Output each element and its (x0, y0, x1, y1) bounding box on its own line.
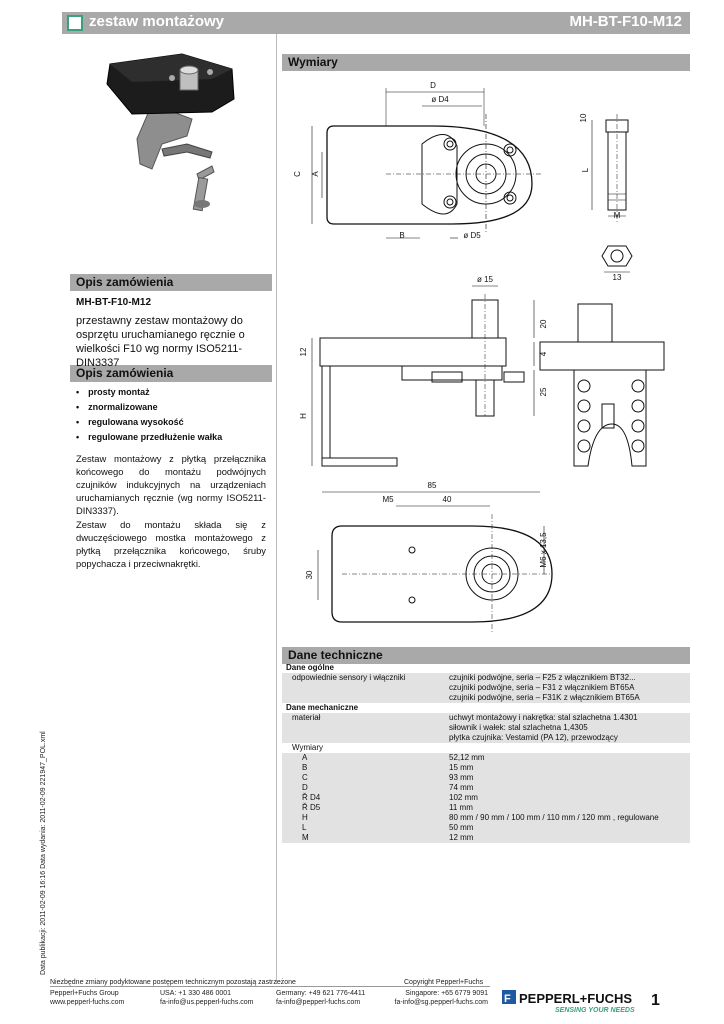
dim-C: C (293, 171, 302, 177)
dim-key: C (282, 773, 446, 783)
footer-germany-phone: Germany: +49 621 776-4411 (276, 990, 366, 997)
dim-30: 30 (305, 570, 314, 580)
footer-col-3 (276, 989, 365, 1007)
footer-singapore-email[interactable]: fa-info@sg.pepperl-fuchs.com (394, 999, 488, 1006)
dim-D: D (430, 81, 436, 90)
footer-usa-email[interactable]: fa-info@us.pepperl-fuchs.com (160, 999, 254, 1006)
footer-col-2 (160, 989, 253, 1007)
section-opis-zamowienia-2: Opis zamówienia (70, 365, 272, 382)
sensors-label: odpowiednie sensory i włączniki (282, 673, 446, 683)
dim-M6: M6 x 13,5 (539, 532, 548, 568)
dim-L: L (581, 167, 590, 173)
page-title: zestaw montażowy (89, 13, 225, 30)
dim-20: 20 (539, 319, 548, 329)
sensors-value: czujniki podwójne, seria – F31K z włącznikiem BT65A (446, 693, 690, 703)
section-opis-zamowienia: Opis zamówienia (70, 274, 272, 291)
dim-key: A (282, 753, 446, 763)
footer-divider (50, 986, 490, 987)
dim-value: 102 mm (446, 793, 690, 803)
order-description: przestawny zestaw montażowy do osprzętu uruchamianego ręcznie o wielkości F10 wg normy ISO5211-DIN3337 (76, 315, 245, 369)
dim-4: 4 (539, 351, 548, 357)
feature-list (76, 385, 222, 445)
dim-value: 50 mm (446, 823, 690, 833)
dim-value: 80 mm / 90 mm / 100 mm / 110 mm / 120 mm , regulowane (446, 813, 690, 823)
dim-key: Ř D4 (282, 793, 446, 803)
sensors-value: czujniki podwójne, seria – F31 z włącznikiem BT65A (446, 683, 690, 693)
footer-copyright: Copyright Pepperl+Fuchs (404, 979, 484, 986)
dim-13: 13 (612, 273, 622, 282)
dim-D5: ø D5 (463, 231, 481, 240)
feature-item: • regulowane przedłużenie wałka (76, 430, 222, 445)
material-value: siłownik i wałek: stal szlachetna 1,4305 (446, 723, 690, 733)
pepperl-fuchs-logo (500, 988, 642, 1014)
dim-value: 12 mm (446, 833, 690, 843)
product-photo (92, 44, 249, 216)
material-value: płytka czujnika: Vestamid (PA 12), przewodzący (446, 733, 690, 743)
dim-value: 74 mm (446, 783, 690, 793)
dim-12: 12 (299, 347, 308, 357)
brand-slogan: SENSING YOUR NEEDS (555, 1007, 635, 1014)
svg-text:F: F (504, 993, 511, 1005)
mech-heading: Dane mechaniczne (286, 703, 359, 712)
body-paragraph-1: Zestaw montażowy z płytką przełącznika końcowego do montażu podwójnych czujników indukcyjnych na urządzeniach uruchamianych ręcznie (wg normy ISO5211-DIN3337). (76, 453, 266, 516)
order-model: MH-BT-F10-M12 (76, 297, 152, 308)
footer-col-1 (50, 989, 124, 1007)
dim-40: 40 (442, 495, 452, 504)
dim-key: Ř D5 (282, 803, 446, 813)
footer-notice: Niezbędne zmiany podyktowane postępem technicznym pozostają zastrzeżone (50, 979, 296, 986)
dim-value: 52,12 mm (446, 753, 690, 763)
dim-D4: ø D4 (431, 95, 449, 104)
dim-value: 15 mm (446, 763, 690, 773)
product-code: MH-BT-F10-M12 (569, 13, 682, 30)
dim-A: A (311, 171, 320, 177)
dims-heading: Wymiary (292, 743, 324, 752)
header-square-icon (67, 15, 83, 31)
dimension-drawings (282, 74, 690, 644)
dim-B: B (399, 231, 405, 240)
general-heading: Dane ogólne (286, 663, 335, 672)
section-dane-techniczne: Dane techniczne (282, 647, 690, 664)
footer-germany-email[interactable]: fa-info@pepperl-fuchs.com (276, 999, 361, 1006)
footer-group: Pepperl+Fuchs Group (50, 990, 119, 997)
dim-d15: ø 15 (476, 275, 494, 284)
page-header (62, 12, 690, 34)
feature-item: • regulowana wysokość (76, 415, 222, 430)
footer-usa-phone: USA: +1 330 486 0001 (160, 990, 232, 997)
publication-info: Data publikacji: 2011-02-09 16:16 Data wydania: 2011-02-09 221947_POL.xml (40, 731, 47, 975)
column-divider (276, 34, 277, 984)
section-wymiary: Wymiary (282, 54, 690, 71)
dim-85: 85 (427, 481, 437, 490)
dim-key: B (282, 763, 446, 773)
dim-key: H (282, 813, 446, 823)
dim-key: L (282, 823, 446, 833)
dim-value: 93 mm (446, 773, 690, 783)
page-number: 1 (651, 992, 660, 1009)
dim-M5: M5 (382, 495, 394, 504)
dim-H: H (299, 413, 308, 419)
dim-key: M (282, 833, 446, 843)
footer-col-4 (388, 989, 488, 1007)
dim-key: D (282, 783, 446, 793)
dim-10: 10 (579, 113, 588, 123)
footer-singapore-phone: Singapore: +65 6779 9091 (405, 990, 488, 997)
feature-item: • prosty montaż (76, 385, 222, 400)
dim-M: M (613, 211, 621, 220)
body-paragraph-2: Zestaw do montażu składa się z dwuczęściowego mostka montażowego z płytką przełącznika końcowego, śruby popychacza i przeciwnakrętki. (76, 519, 266, 569)
dim-value: 11 mm (446, 803, 690, 813)
dim-25: 25 (539, 387, 548, 397)
technical-data-table (282, 663, 690, 843)
sensors-value: czujniki podwójne, seria – F25 z włącznikiem BT32... (446, 673, 690, 683)
brand-name: PEPPERL+FUCHS (519, 991, 633, 1006)
footer-website-link[interactable]: www.pepperl-fuchs.com (50, 999, 125, 1006)
material-label: materiał (282, 713, 446, 723)
material-value: uchwyt montażowy i nakrętka: stal szlachetna 1.4301 (446, 713, 690, 723)
feature-item: • znormalizowane (76, 400, 222, 415)
